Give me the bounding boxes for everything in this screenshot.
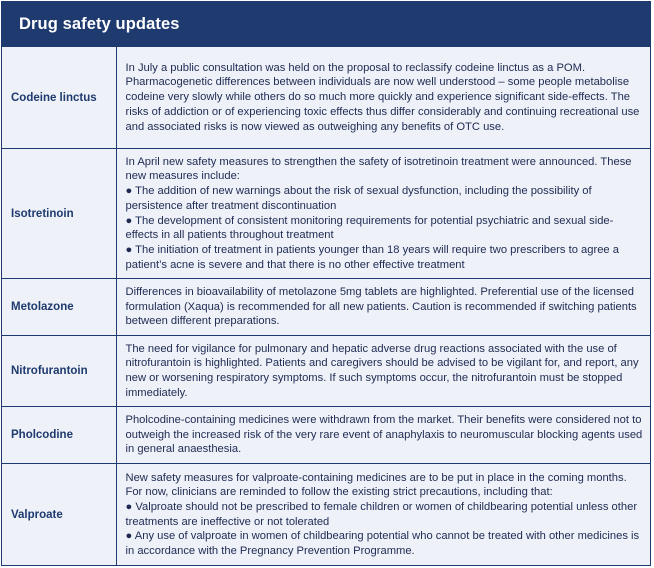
bullet-icon: ● (125, 185, 133, 198)
drug-safety-panel (1, 1, 651, 566)
drug-name: Codeine linctus (2, 47, 116, 149)
drug-description (116, 407, 650, 464)
description-text: The need for vigilance for pulmonary and hepatic adverse drug reactions associated with the use of nitrofurantoin is highlighted. Patients and caregivers should be advised to be vigilant for, and report, any new or worsening respiratory symptoms. If such symptoms occur, the nitrofurantoin must be stopped immediately. (125, 342, 639, 399)
drug-name: Pholcodine (2, 407, 116, 464)
table-row (2, 336, 650, 407)
bullet-icon: ● (125, 501, 133, 514)
bullet-item: ● Any use of valproate in women of childbearing potential who cannot be treated with other medicines is in accordance with the Pregnancy Prevention Programme. (125, 530, 640, 558)
drug-name: Metolazone (2, 279, 116, 336)
table-row (2, 149, 650, 279)
bullet-item: ● The addition of new warnings about the risk of sexual dysfunction, including the possibility of persistence after treatment discontinuation (125, 185, 592, 212)
panel-title: Drug safety updates (2, 2, 650, 46)
bullet-item: ● The initiation of treatment in patients younger than 18 years will require two prescribers to agree a patient’s acne is severe and that there is no other effective treatment (125, 243, 619, 271)
drug-name: Isotretinoin (2, 149, 116, 279)
description-text: In July a public consultation was held on the proposal to reclassify codeine linctus as a POM. Pharmacogenetic differences between individuals are now well understood – some people metabolise codeine very slowly while others do so much more quickly and experience significant side-effects. The risks of addiction or of experiencing toxic effects thus differ considerably and continuing recreational use and associated risks is now viewed as outweighing any benefits of OTC use. (125, 61, 640, 133)
bullet-icon: ● (125, 243, 133, 256)
drug-description (116, 47, 650, 149)
bullet-item: ● The development of consistent monitoring requirements for potential psychiatric and sexual side-effects in all patients throughout treatment (125, 214, 614, 242)
table-row (2, 47, 650, 149)
description-text: Differences in bioavailability of metolazone 5mg tablets are highlighted. Preferential use of the licensed formulation (Xaqua) is recommended for all new patients. Caution is recommended if switching patients between different preparations. (125, 285, 637, 328)
drug-description (116, 149, 650, 279)
bullet-icon: ● (125, 530, 133, 543)
drug-description (116, 336, 650, 407)
drug-name: Valproate (2, 464, 116, 566)
drug-description (116, 279, 650, 336)
drug-description (116, 464, 650, 566)
drug-name: Nitrofurantoin (2, 336, 116, 407)
description-text: New safety measures for valproate-containing medicines are to be put in place in the coming months. For now, clinicians are reminded to follow the existing strict precautions, including that: (125, 471, 627, 499)
bullet-icon: ● (125, 214, 133, 227)
table-row (2, 407, 650, 464)
table-row (2, 279, 650, 336)
description-text: Pholcodine-containing medicines were withdrawn from the market. Their benefits were considered not to outweigh the increased risk of the very rare event of anaphylaxis to neuromuscular blocking agents used in general anaesthesia. (125, 413, 643, 456)
drug-table (2, 46, 650, 566)
table-row (2, 464, 650, 566)
bullet-item: ● Valproate should not be prescribed to female children or women of childbearing potential unless other treatments are ineffective or not tolerated (125, 501, 638, 528)
description-text: In April new safety measures to strengthen the safety of isotretinoin treatment were announced. These new measures include: (125, 155, 632, 183)
